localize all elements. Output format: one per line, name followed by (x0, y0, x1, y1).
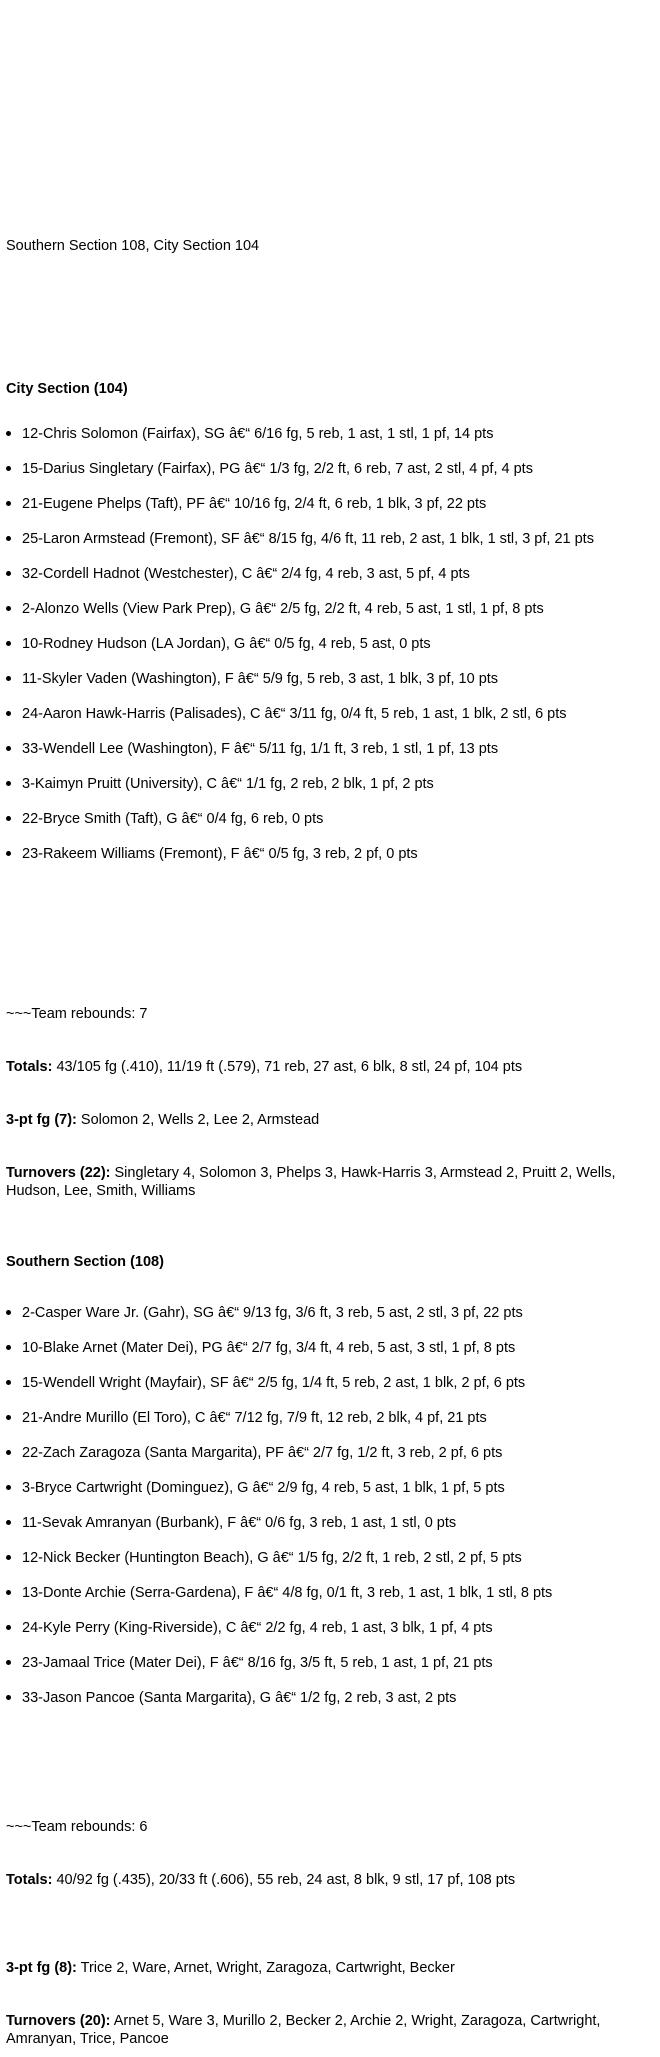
city-three-pointers: 3-pt fg (7): Solomon 2, Wells 2, Lee 2, Armstead (6, 1112, 320, 1128)
list-item: 23-Jamaal Trice (Mater Dei), F â€“ 8/16 fg, 3/5 ft, 5 reb, 1 ast, 1 pf, 21 pts (6, 1654, 493, 1672)
list-item: 12-Nick Becker (Huntington Beach), G â€“ 1/5 fg, 2/2 ft, 1 reb, 2 stl, 2 pf, 5 pts (6, 1549, 522, 1567)
bullet-icon (6, 1520, 11, 1525)
southern-totals: Totals: 40/92 fg (.435), 20/33 ft (.606), 55 reb, 24 ast, 8 blk, 9 stl, 17 pf, 108 pts (6, 1872, 516, 1888)
bullet-icon (6, 1660, 11, 1665)
list-item: 22-Zach Zaragoza (Santa Margarita), PF â€“ 2/7 fg, 1/2 ft, 3 reb, 2 pf, 6 pts (6, 1444, 502, 1462)
list-item: 11-Sevak Amranyan (Burbank), F â€“ 0/6 fg, 3 reb, 1 ast, 1 stl, 0 pts (6, 1514, 456, 1532)
city-turnovers: Turnovers (22): Singletary 4, Solomon 3, Phelps 3, Hawk-Harris 3, Armstead 2, Pruitt 2, Wells, Hudson, Lee, Smith, Williams (6, 1165, 616, 1199)
bullet-icon (6, 1345, 11, 1350)
bullet-icon (6, 1485, 11, 1490)
bullet-icon (6, 466, 11, 471)
list-item: 15-Wendell Wright (Mayfair), SF â€“ 2/5 fg, 1/4 ft, 5 reb, 2 ast, 1 blk, 2 pf, 6 pts (6, 1374, 525, 1392)
bullet-icon (6, 851, 11, 856)
list-item: 33-Wendell Lee (Washington), F â€“ 5/11 fg, 1/1 ft, 3 reb, 1 stl, 1 pf, 13 pts (6, 740, 498, 758)
list-item: 23-Rakeem Williams (Fremont), F â€“ 0/5 fg, 3 reb, 2 pf, 0 pts (6, 845, 418, 863)
city-team-rebounds: ~~~Team rebounds: 7 (6, 1006, 148, 1022)
city-section-heading: City Section (104) (6, 381, 128, 397)
bullet-icon (6, 501, 11, 506)
list-item: 3-Kaimyn Pruitt (University), C â€“ 1/1 fg, 2 reb, 2 blk, 1 pf, 2 pts (6, 775, 434, 793)
list-item: 21-Andre Murillo (El Toro), C â€“ 7/12 fg, 7/9 ft, 12 reb, 2 blk, 4 pf, 21 pts (6, 1409, 487, 1427)
list-item: 11-Skyler Vaden (Washington), F â€“ 5/9 fg, 5 reb, 3 ast, 1 blk, 3 pf, 10 pts (6, 670, 498, 688)
bullet-icon (6, 1695, 11, 1700)
list-item: 13-Donte Archie (Serra-Gardena), F â€“ 4/8 fg, 0/1 ft, 3 reb, 1 ast, 1 blk, 1 stl, 8 pts (6, 1584, 552, 1602)
southern-turnovers: Turnovers (20): Arnet 5, Ware 3, Murillo 2, Becker 2, Archie 2, Wright, Zaragoza, Cartwright, Amranyan, Trice, Pancoe (6, 2013, 601, 2047)
southern-section-heading: Southern Section (108) (6, 1254, 164, 1270)
list-item: 2-Alonzo Wells (View Park Prep), G â€“ 2/5 fg, 2/2 ft, 4 reb, 5 ast, 1 stl, 1 pf, 8 pts (6, 600, 544, 618)
southern-team-rebounds: ~~~Team rebounds: 6 (6, 1819, 148, 1835)
list-item: 2-Casper Ware Jr. (Gahr), SG â€“ 9/13 fg, 3/6 ft, 3 reb, 5 ast, 2 stl, 3 pf, 22 pts (6, 1304, 523, 1322)
bullet-icon (6, 606, 11, 611)
bullet-icon (6, 1450, 11, 1455)
bullet-icon (6, 746, 11, 751)
list-item: 3-Bryce Cartwright (Dominguez), G â€“ 2/9 fg, 4 reb, 5 ast, 1 blk, 1 pf, 5 pts (6, 1479, 505, 1497)
bullet-icon (6, 711, 11, 716)
list-item: 32-Cordell Hadnot (Westchester), C â€“ 2/4 fg, 4 reb, 3 ast, 5 pf, 4 pts (6, 565, 470, 583)
list-item: 21-Eugene Phelps (Taft), PF â€“ 10/16 fg, 2/4 ft, 6 reb, 1 blk, 3 pf, 22 pts (6, 495, 486, 513)
bullet-icon (6, 816, 11, 821)
bullet-icon (6, 1310, 11, 1315)
list-item: 24-Aaron Hawk-Harris (Palisades), C â€“ 3/11 fg, 0/4 ft, 5 reb, 1 ast, 1 blk, 2 stl, 6 pts (6, 705, 567, 723)
bullet-icon (6, 431, 11, 436)
bullet-icon (6, 1380, 11, 1385)
list-item: 15-Darius Singletary (Fairfax), PG â€“ 1/3 fg, 2/2 ft, 6 reb, 7 ast, 2 stl, 4 pf, 4 pts (6, 460, 533, 478)
list-item: 12-Chris Solomon (Fairfax), SG â€“ 6/16 fg, 5 reb, 1 ast, 1 stl, 1 pf, 14 pts (6, 425, 493, 443)
list-item: 10-Blake Arnet (Mater Dei), PG â€“ 2/7 fg, 3/4 ft, 4 reb, 5 ast, 3 stl, 1 pf, 8 pts (6, 1339, 515, 1357)
bullet-icon (6, 1415, 11, 1420)
bullet-icon (6, 536, 11, 541)
list-item: 24-Kyle Perry (King-Riverside), C â€“ 2/2 fg, 4 reb, 1 ast, 3 blk, 1 pf, 4 pts (6, 1619, 493, 1637)
list-item: 10-Rodney Hudson (LA Jordan), G â€“ 0/5 fg, 4 reb, 5 ast, 0 pts (6, 635, 431, 653)
list-item: 33-Jason Pancoe (Santa Margarita), G â€“ 1/2 fg, 2 reb, 3 ast, 2 pts (6, 1689, 456, 1707)
bullet-icon (6, 1555, 11, 1560)
southern-three-pointers: 3-pt fg (8): Trice 2, Ware, Arnet, Wright, Zaragoza, Cartwright, Becker (6, 1960, 455, 1976)
bullet-icon (6, 1625, 11, 1630)
list-item: 25-Laron Armstead (Fremont), SF â€“ 8/15 fg, 4/6 ft, 11 reb, 2 ast, 1 blk, 1 stl, 3 pf, 21 pts (6, 530, 594, 548)
bullet-icon (6, 781, 11, 786)
bullet-icon (6, 676, 11, 681)
bullet-icon (6, 571, 11, 576)
bullet-icon (6, 641, 11, 646)
city-totals: Totals: 43/105 fg (.410), 11/19 ft (.579), 71 reb, 27 ast, 6 blk, 8 stl, 24 pf, 104 pts (6, 1059, 523, 1075)
score-summary: Southern Section 108, City Section 104 (6, 238, 260, 254)
bullet-icon (6, 1590, 11, 1595)
list-item: 22-Bryce Smith (Taft), G â€“ 0/4 fg, 6 reb, 0 pts (6, 810, 323, 828)
